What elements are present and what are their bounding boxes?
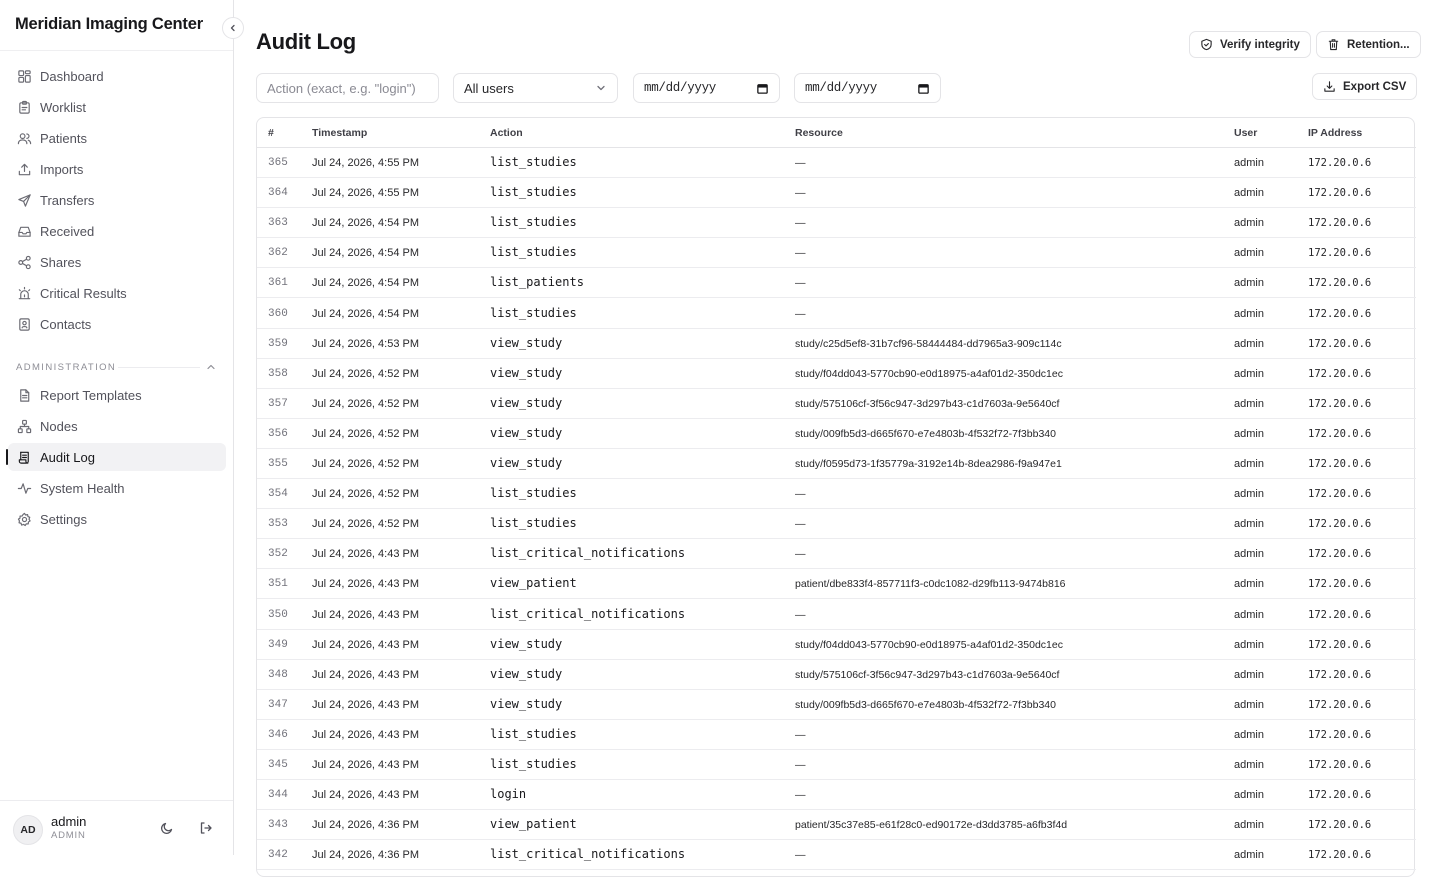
- user-cell: admin: [1234, 819, 1264, 832]
- action-cell: list_studies: [490, 155, 577, 169]
- resource-cell: —: [795, 759, 806, 771]
- ip-address-cell: 172.20.0.6: [1308, 789, 1372, 802]
- sidebar-item-audit-log[interactable]: [8, 443, 226, 471]
- trash-icon: [1327, 38, 1340, 51]
- export-csv-button[interactable]: [1312, 73, 1417, 100]
- row-number: 349: [268, 638, 288, 651]
- user-role: ADMIN: [51, 830, 86, 841]
- ip-address-cell: 172.20.0.6: [1308, 638, 1372, 651]
- action-cell: view_study: [490, 395, 563, 410]
- user-cell: admin: [1234, 759, 1264, 771]
- ip-address-cell: 172.20.0.6: [1308, 698, 1372, 711]
- row-number: 355: [268, 458, 288, 470]
- user-cell: admin: [1234, 367, 1264, 380]
- dashboard-icon: [16, 68, 32, 84]
- share-icon: [16, 255, 32, 271]
- resource-cell[interactable]: study/575106cf-3f56c947-3d297b43-c1d7603a-9e5640cf: [795, 397, 1060, 410]
- user-cell: admin: [1234, 187, 1264, 200]
- export-csv-label: Export CSV: [1343, 80, 1407, 93]
- table-row[interactable]: [257, 238, 1416, 268]
- sidebar-item-shares[interactable]: [8, 249, 226, 277]
- table-row[interactable]: [257, 720, 1416, 750]
- user-name: admin: [51, 814, 87, 829]
- user-cell: admin: [1234, 789, 1264, 802]
- row-number: 357: [268, 397, 288, 410]
- resource-cell: —: [795, 307, 806, 320]
- row-number: 348: [268, 668, 288, 681]
- resource-cell: —: [795, 187, 806, 200]
- scroll-icon: [16, 449, 32, 465]
- timestamp-cell: Jul 24, 2026, 4:52 PM: [312, 518, 420, 531]
- chevron-left-icon: [228, 23, 238, 33]
- calendar-icon: [917, 82, 930, 95]
- resource-cell: —: [795, 548, 806, 561]
- ip-address-cell: 172.20.0.6: [1308, 217, 1372, 230]
- table-row[interactable]: [257, 449, 1416, 479]
- action-cell: list_studies: [490, 215, 577, 230]
- sidebar-item-label: Dashboard: [40, 68, 104, 84]
- table-row[interactable]: [257, 479, 1416, 509]
- timestamp-cell: Jul 24, 2026, 4:54 PM: [312, 247, 420, 260]
- row-number: 358: [268, 367, 288, 380]
- resource-cell[interactable]: patient/dbe833f4-857711f3-c0dc1082-d29fb113-9474b816: [795, 578, 1066, 591]
- sidebar-item-label: Imports: [40, 161, 84, 177]
- row-number: 342: [268, 849, 288, 862]
- file-text-icon: [16, 387, 32, 403]
- column-header-action[interactable]: Action: [490, 127, 523, 139]
- send-icon: [16, 192, 32, 208]
- user-cell: admin: [1234, 247, 1264, 260]
- resource-cell: —: [795, 157, 806, 169]
- ip-address-cell: 172.20.0.6: [1308, 548, 1372, 561]
- date-from-value: mm/dd/yyyy: [644, 81, 717, 95]
- verify-integrity-label: Verify integrity: [1220, 38, 1300, 51]
- resource-cell: —: [795, 728, 806, 741]
- user-cell: admin: [1234, 458, 1264, 470]
- action-cell: view_study: [490, 696, 563, 711]
- timestamp-cell: Jul 24, 2026, 4:36 PM: [312, 849, 420, 862]
- timestamp-cell: Jul 24, 2026, 4:55 PM: [312, 187, 420, 200]
- resource-cell: —: [795, 217, 806, 230]
- action-cell: list_studies: [490, 486, 577, 501]
- sidebar-item-label: Transfers: [40, 192, 95, 208]
- row-number: 346: [268, 728, 288, 741]
- column-header-number: #: [268, 127, 274, 139]
- sidebar-item-label: Nodes: [40, 418, 78, 434]
- timestamp-cell: Jul 24, 2026, 4:43 PM: [312, 578, 420, 591]
- sidebar-item-label: Critical Results: [40, 286, 127, 302]
- user-cell: admin: [1234, 728, 1264, 741]
- resource-cell: —: [795, 518, 806, 531]
- action-cell: list_studies: [490, 185, 577, 200]
- calendar-icon: [756, 82, 769, 95]
- table-row[interactable]: [257, 509, 1416, 539]
- ip-address-cell: 172.20.0.6: [1308, 337, 1372, 350]
- table-row[interactable]: [257, 389, 1416, 419]
- action-cell: login: [490, 787, 527, 802]
- action-cell: view_study: [490, 335, 563, 350]
- resource-cell: —: [795, 488, 806, 501]
- sidebar-item-label: Received: [40, 224, 95, 239]
- sidebar-item-label: Report Templates: [40, 387, 142, 403]
- date-from-input[interactable]: [633, 73, 780, 103]
- resource-cell: —: [795, 608, 806, 621]
- user-cell: admin: [1234, 337, 1264, 350]
- row-number: 360: [268, 307, 288, 320]
- network-icon: [16, 418, 32, 434]
- user-cell: admin: [1234, 608, 1264, 621]
- row-number: 345: [268, 759, 288, 771]
- timestamp-cell: Jul 24, 2026, 4:53 PM: [312, 337, 420, 350]
- download-icon: [1323, 80, 1336, 93]
- action-cell: list_patients: [490, 275, 584, 290]
- timestamp-cell: Jul 24, 2026, 4:43 PM: [312, 728, 420, 741]
- sidebar-item-transfers[interactable]: [8, 186, 226, 214]
- timestamp-cell: Jul 24, 2026, 4:43 PM: [312, 668, 420, 681]
- sidebar-item-imports[interactable]: [8, 155, 226, 183]
- table-row[interactable]: [257, 329, 1416, 359]
- action-cell: list_critical_notifications: [490, 847, 686, 862]
- sidebar: [0, 0, 234, 855]
- table-row[interactable]: [257, 268, 1416, 298]
- row-number: 362: [268, 247, 288, 260]
- sidebar-item-label: Worklist: [40, 99, 86, 115]
- contact-book-icon: [16, 317, 32, 333]
- action-cell: view_patient: [490, 576, 577, 591]
- sidebar-item-worklist[interactable]: [8, 93, 226, 121]
- table-row[interactable]: [257, 780, 1416, 810]
- table-row[interactable]: [257, 660, 1416, 690]
- ip-address-cell: 172.20.0.6: [1308, 247, 1372, 260]
- gear-icon: [16, 511, 32, 527]
- resource-cell: —: [795, 789, 806, 802]
- timestamp-cell: Jul 24, 2026, 4:52 PM: [312, 427, 420, 440]
- table-row[interactable]: [257, 148, 1416, 178]
- sidebar-item-system-health[interactable]: [8, 474, 226, 502]
- timestamp-cell: Jul 24, 2026, 4:52 PM: [312, 458, 420, 470]
- table-row[interactable]: [257, 539, 1416, 569]
- ip-address-cell: 172.20.0.6: [1308, 367, 1372, 380]
- sidebar-item-received[interactable]: [8, 218, 226, 246]
- user-cell: admin: [1234, 488, 1264, 501]
- resource-cell[interactable]: study/f04dd043-5770cb90-e0d18975-a4af01d2-350dc1ec: [795, 367, 1063, 380]
- ip-address-cell: 172.20.0.6: [1308, 819, 1372, 832]
- clipboard-icon: [16, 99, 32, 115]
- resource-cell[interactable]: study/009fb5d3-d665f670-e7e4803b-4f532f72-7f3bb340: [795, 427, 1056, 440]
- action-cell: view_study: [490, 425, 563, 440]
- date-to-input[interactable]: [794, 73, 941, 103]
- timestamp-cell: Jul 24, 2026, 4:43 PM: [312, 759, 420, 771]
- row-number: 356: [268, 427, 288, 440]
- user-cell: admin: [1234, 849, 1264, 862]
- resource-cell[interactable]: study/f0595d73-1f35779a-3192e14b-8dea2986-f9a947e1: [795, 458, 1062, 470]
- users-icon: [16, 130, 32, 146]
- table-row[interactable]: [257, 178, 1416, 208]
- ip-address-cell: 172.20.0.6: [1308, 397, 1372, 410]
- row-number: 361: [268, 277, 288, 290]
- divider: [0, 50, 233, 51]
- column-header-timestamp[interactable]: Timestamp: [312, 127, 368, 139]
- table-row[interactable]: [257, 630, 1416, 660]
- user-cell: admin: [1234, 698, 1264, 711]
- chevron-up-icon[interactable]: [205, 361, 217, 373]
- table-row[interactable]: [257, 690, 1416, 720]
- brand-title: Meridian Imaging Center: [15, 15, 203, 33]
- timestamp-cell: Jul 24, 2026, 4:52 PM: [312, 367, 420, 380]
- table-row[interactable]: [257, 600, 1416, 630]
- user-cell: admin: [1234, 307, 1264, 320]
- user-cell: admin: [1234, 578, 1264, 591]
- audit-table: [256, 117, 1415, 877]
- table-row[interactable]: [257, 750, 1416, 780]
- sidebar-item-settings[interactable]: [8, 505, 226, 533]
- ip-address-cell: 172.20.0.6: [1308, 668, 1372, 681]
- action-cell: view_study: [490, 365, 563, 380]
- row-number: 352: [268, 548, 288, 561]
- row-number: 350: [268, 608, 288, 621]
- table-row[interactable]: [257, 419, 1416, 449]
- ip-address-cell: 172.20.0.6: [1308, 578, 1372, 591]
- sidebar-item-label: Shares: [40, 255, 82, 271]
- table-row[interactable]: [257, 810, 1416, 840]
- moon-icon[interactable]: [158, 819, 176, 837]
- timestamp-cell: Jul 24, 2026, 4:43 PM: [312, 638, 420, 651]
- action-cell: list_studies: [490, 516, 577, 531]
- action-filter-input[interactable]: [256, 73, 439, 103]
- row-number: 363: [268, 217, 288, 230]
- table-row[interactable]: [257, 569, 1416, 599]
- ip-address-cell: 172.20.0.6: [1308, 849, 1372, 862]
- collapse-sidebar-button[interactable]: [222, 17, 244, 39]
- ip-address-cell: 172.20.0.6: [1308, 307, 1372, 320]
- avatar[interactable]: AD: [13, 815, 43, 845]
- resource-cell[interactable]: patient/35c37e85-e61f28c0-ed90172e-d3dd3785-a6fb3f4d: [795, 819, 1068, 832]
- user-panel: [0, 800, 233, 855]
- user-cell: admin: [1234, 548, 1264, 561]
- timestamp-cell: Jul 24, 2026, 4:54 PM: [312, 307, 420, 320]
- resource-cell: —: [795, 247, 806, 260]
- chevron-down-icon: [595, 82, 607, 94]
- logout-icon[interactable]: [197, 819, 215, 837]
- user-cell: admin: [1234, 427, 1264, 440]
- row-number: 364: [268, 187, 288, 200]
- ip-address-cell: 172.20.0.6: [1308, 187, 1372, 200]
- timestamp-cell: Jul 24, 2026, 4:43 PM: [312, 789, 420, 802]
- sidebar-item-contacts[interactable]: [8, 311, 226, 339]
- user-cell: admin: [1234, 277, 1264, 290]
- timestamp-cell: Jul 24, 2026, 4:52 PM: [312, 488, 420, 501]
- section-label-administration: ADMINISTRATION: [16, 362, 117, 373]
- user-select-value: All users: [464, 80, 514, 96]
- resource-cell[interactable]: study/575106cf-3f56c947-3d297b43-c1d7603a-9e5640cf: [795, 668, 1060, 681]
- timestamp-cell: Jul 24, 2026, 4:52 PM: [312, 397, 420, 410]
- sidebar-item-label: System Health: [40, 480, 125, 496]
- timestamp-cell: Jul 24, 2026, 4:43 PM: [312, 548, 420, 561]
- ip-address-cell: 172.20.0.6: [1308, 488, 1372, 501]
- table-header: [257, 118, 1416, 148]
- sidebar-item-report-templates[interactable]: [8, 381, 226, 409]
- date-to-value: mm/dd/yyyy: [805, 81, 878, 95]
- timestamp-cell: Jul 24, 2026, 4:54 PM: [312, 217, 420, 230]
- table-row[interactable]: [257, 840, 1416, 870]
- row-number: 344: [268, 789, 288, 802]
- row-number: 351: [268, 578, 288, 591]
- table-row[interactable]: [257, 208, 1416, 238]
- row-number: 353: [268, 518, 288, 531]
- sidebar-item-label: Patients: [40, 130, 87, 146]
- resource-cell[interactable]: study/c25d5ef8-31b7cf96-58444484-dd7965a3-909c114c: [795, 337, 1062, 350]
- timestamp-cell: Jul 24, 2026, 4:43 PM: [312, 698, 420, 711]
- action-cell: view_study: [490, 456, 563, 470]
- action-cell: list_studies: [490, 757, 577, 771]
- active-indicator: [6, 449, 8, 465]
- table-row[interactable]: [257, 359, 1416, 389]
- user-select[interactable]: [453, 73, 618, 103]
- action-cell: list_studies: [490, 305, 577, 320]
- user-cell: admin: [1234, 638, 1264, 651]
- user-cell: admin: [1234, 397, 1264, 410]
- resource-cell: —: [795, 277, 806, 290]
- sidebar-item-label: Settings: [40, 511, 87, 527]
- user-cell: admin: [1234, 518, 1264, 531]
- action-cell: list_critical_notifications: [490, 546, 686, 561]
- action-cell: view_study: [490, 666, 563, 681]
- ip-address-cell: 172.20.0.6: [1308, 608, 1372, 621]
- user-cell: admin: [1234, 217, 1264, 230]
- row-number: 365: [268, 157, 288, 169]
- ip-address-cell: 172.20.0.6: [1308, 427, 1372, 440]
- action-cell: view_patient: [490, 817, 577, 832]
- upload-icon: [16, 161, 32, 177]
- user-cell: admin: [1234, 157, 1264, 169]
- sidebar-item-label: Audit Log: [40, 449, 95, 465]
- timestamp-cell: Jul 24, 2026, 4:55 PM: [312, 157, 420, 169]
- row-number: 354: [268, 488, 288, 501]
- ip-address-cell: 172.20.0.6: [1308, 458, 1372, 470]
- retention-button[interactable]: [1316, 31, 1421, 58]
- activity-icon: [16, 480, 32, 496]
- ip-address-cell: 172.20.0.6: [1308, 518, 1372, 531]
- sidebar-item-dashboard[interactable]: [8, 62, 226, 90]
- page-title: Audit Log: [256, 29, 356, 54]
- resource-cell[interactable]: study/f04dd043-5770cb90-e0d18975-a4af01d2-350dc1ec: [795, 638, 1063, 651]
- shield-check-icon: [1200, 38, 1213, 51]
- sidebar-item-nodes[interactable]: [8, 412, 226, 440]
- action-cell: view_study: [490, 636, 563, 651]
- sidebar-item-critical-results[interactable]: [8, 280, 226, 308]
- user-cell: admin: [1234, 668, 1264, 681]
- ip-address-cell: 172.20.0.6: [1308, 277, 1372, 290]
- action-cell: list_studies: [490, 726, 577, 741]
- row-number: 347: [268, 698, 288, 711]
- row-number: 359: [268, 337, 288, 350]
- inbox-icon: [16, 224, 32, 240]
- table-row[interactable]: [257, 299, 1416, 329]
- timestamp-cell: Jul 24, 2026, 4:36 PM: [312, 819, 420, 832]
- action-input[interactable]: [267, 81, 428, 96]
- ip-address-cell: 172.20.0.6: [1308, 728, 1372, 741]
- sidebar-item-patients[interactable]: [8, 124, 226, 152]
- ip-address-cell: 172.20.0.6: [1308, 157, 1372, 169]
- timestamp-cell: Jul 24, 2026, 4:43 PM: [312, 608, 420, 621]
- column-header-resource[interactable]: Resource: [795, 127, 843, 139]
- column-header-ip-address[interactable]: IP Address: [1308, 127, 1363, 139]
- siren-icon: [16, 286, 32, 302]
- column-header-user[interactable]: User: [1234, 127, 1258, 139]
- ip-address-cell: 172.20.0.6: [1308, 759, 1372, 771]
- timestamp-cell: Jul 24, 2026, 4:54 PM: [312, 277, 420, 290]
- retention-label: Retention...: [1347, 38, 1410, 51]
- resource-cell: —: [795, 849, 806, 862]
- sidebar-item-label: Contacts: [40, 317, 92, 333]
- divider: [118, 367, 200, 368]
- verify-integrity-button[interactable]: [1189, 31, 1311, 58]
- action-cell: list_critical_notifications: [490, 606, 686, 621]
- row-number: 343: [268, 819, 288, 832]
- resource-cell[interactable]: study/009fb5d3-d665f670-e7e4803b-4f532f72-7f3bb340: [795, 698, 1056, 711]
- action-cell: list_studies: [490, 245, 577, 260]
